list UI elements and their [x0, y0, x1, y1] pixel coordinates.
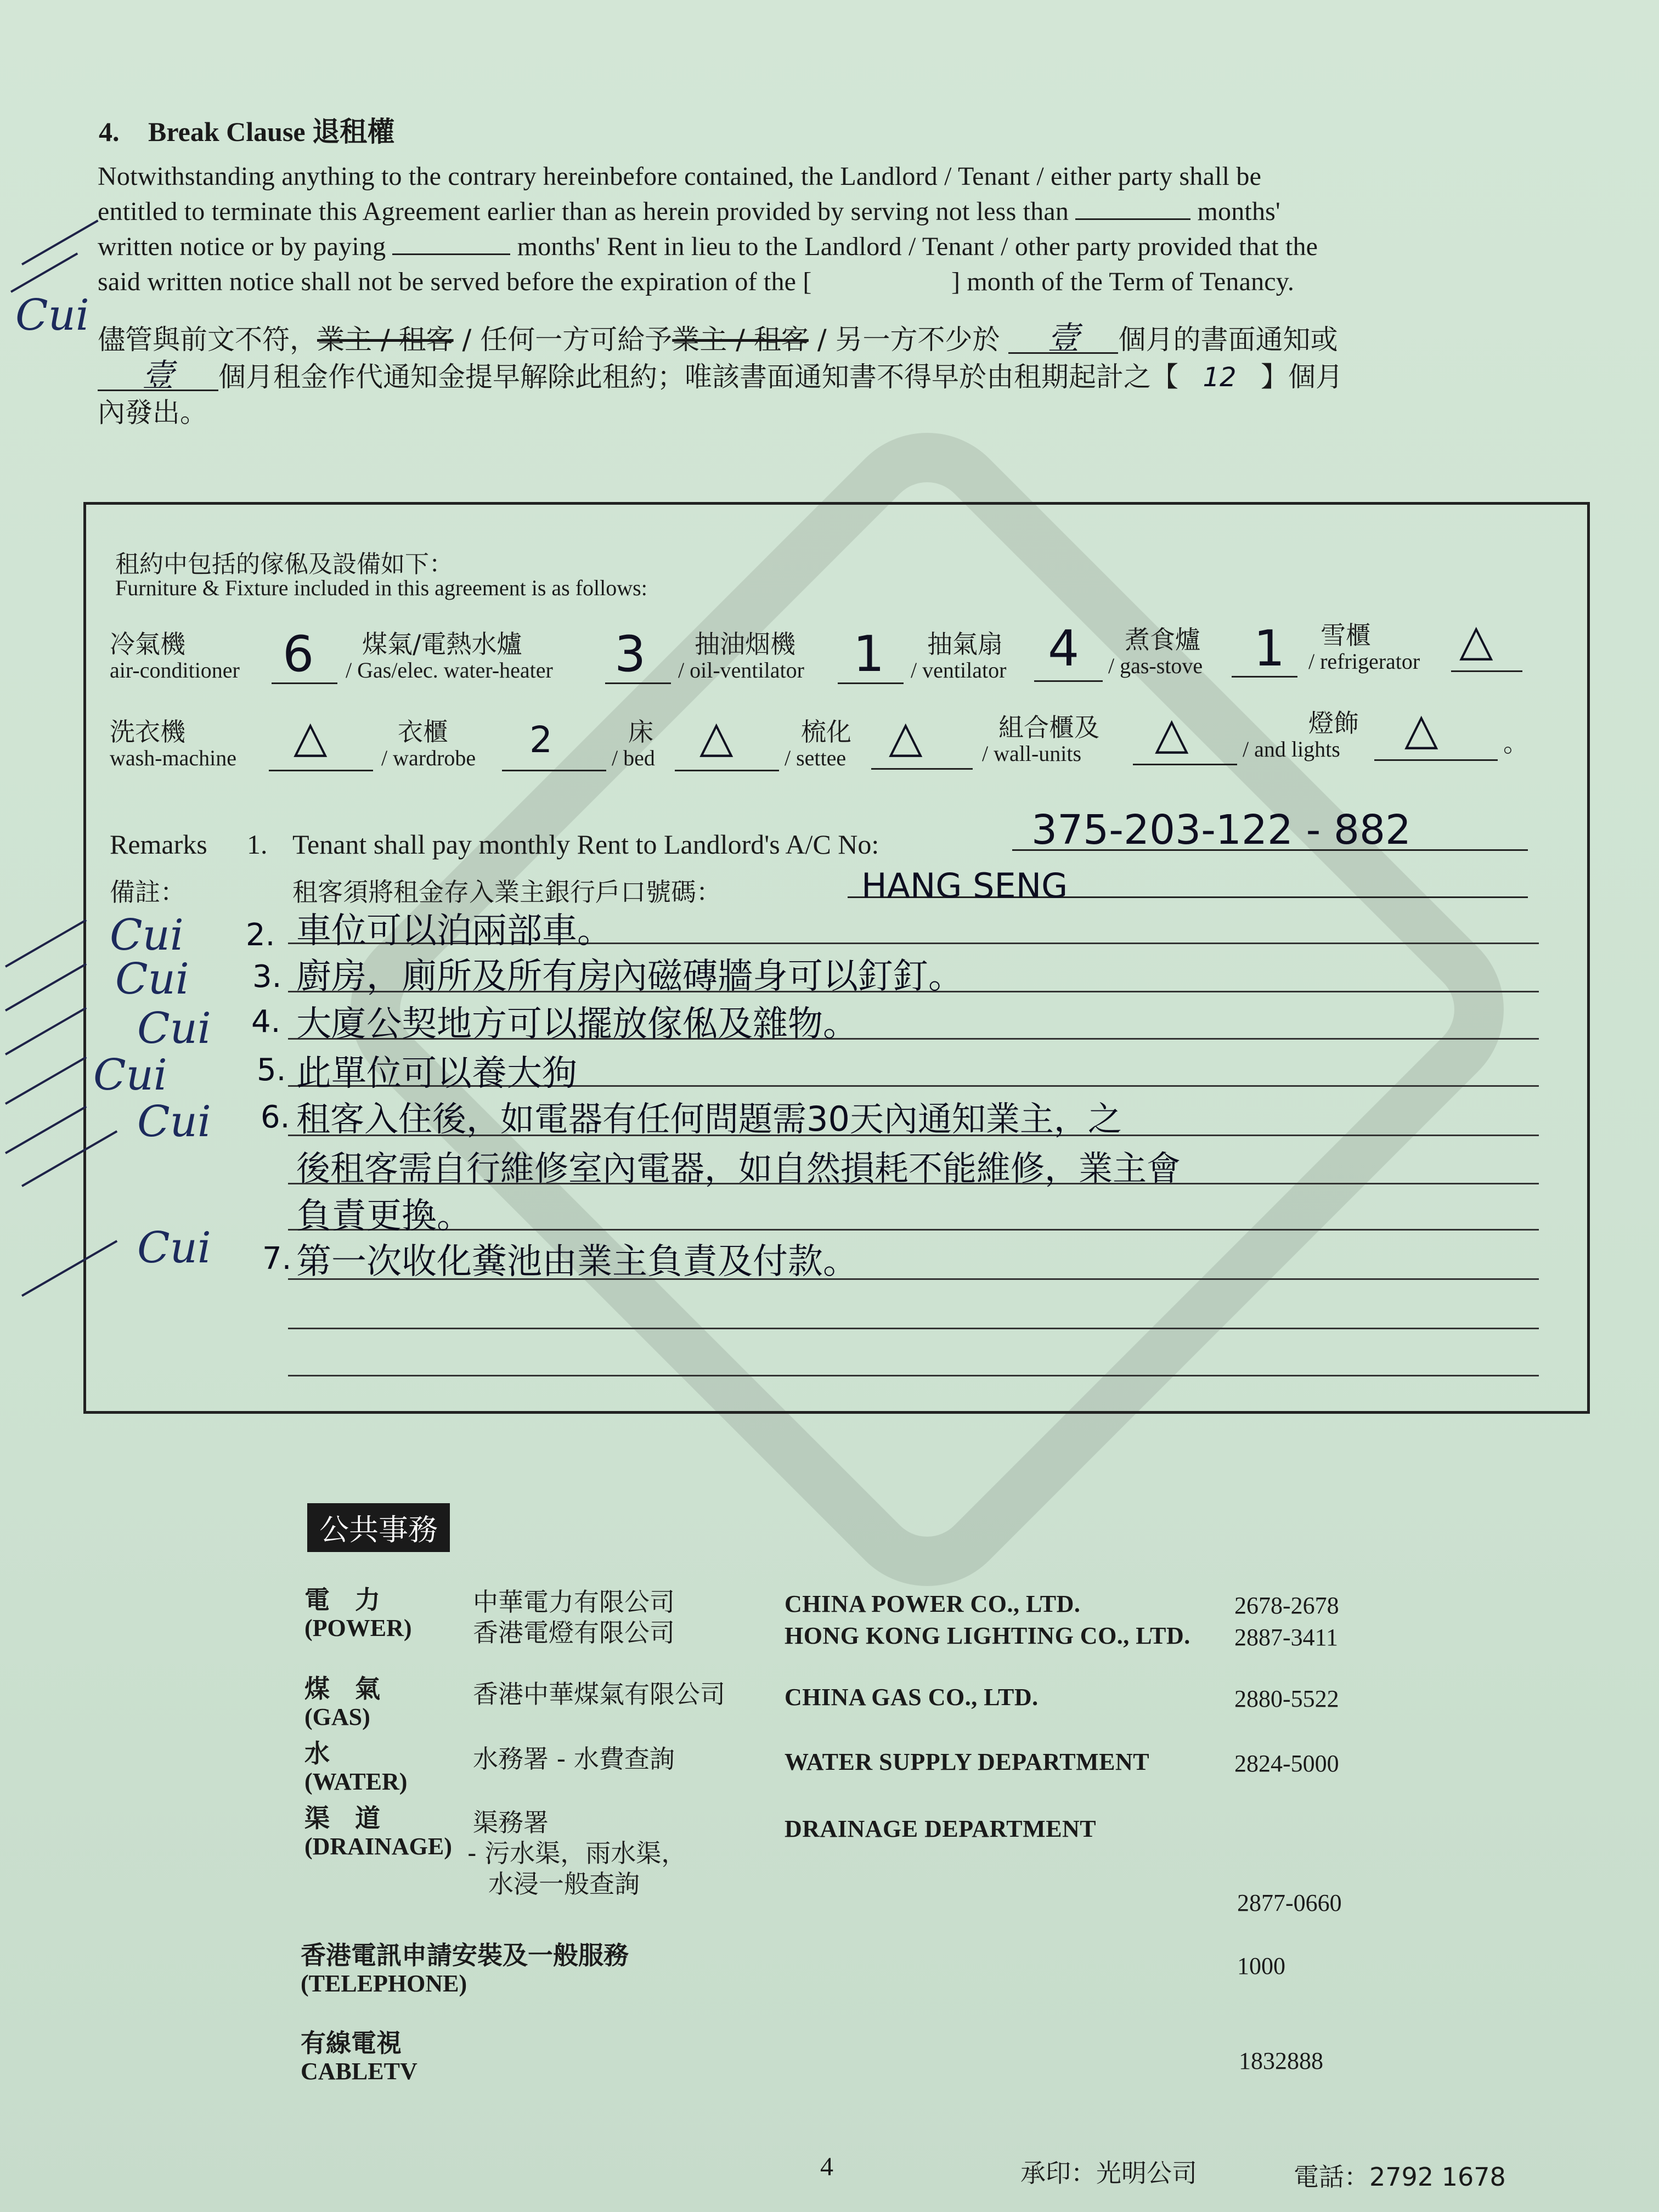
margin-tick-mark — [5, 1007, 87, 1055]
item-label-zh: 梳化 — [801, 717, 851, 747]
utility-names-en-water: WATER SUPPLY DEPARTMENT — [785, 1748, 1150, 1775]
settee-value: △ — [889, 711, 923, 762]
item-label-en: / wall-units — [982, 741, 1082, 766]
clause-zh-line-2 — [98, 357, 1562, 396]
margin-initials: Cui — [137, 1004, 211, 1053]
struck-landlord-tenant-1: 業主 / 租客 — [317, 324, 454, 356]
item-label-zh: 抽油烟機 — [695, 629, 795, 659]
clause-en-line-2-text: entitled to terminate this Agreement earlier than as herein provided by serving not less than — [98, 197, 1069, 226]
margin-initials: Cui — [15, 291, 89, 340]
item-label-en: / wardrobe — [381, 746, 476, 770]
ruled-line — [288, 1375, 1539, 1376]
notice-months-fill: 壹 — [1008, 319, 1118, 354]
utility-phones-drainage: 2877-0660 — [1237, 1889, 1342, 1916]
remark-1-text-zh: 租客須將租金存入業主銀行戶口號碼： — [292, 877, 721, 907]
utility-name-zh: 水浸一般查詢 — [488, 1869, 640, 1899]
fill-line — [502, 770, 606, 771]
item-label-zh: 床 — [628, 717, 653, 747]
page-number: 4 — [820, 2152, 833, 2181]
clause-zh-text-c: / 另一方不少於 — [808, 324, 1000, 356]
margin-tick-mark — [5, 1105, 87, 1154]
struck-landlord-tenant-2: 業主 / 租客 — [672, 324, 809, 356]
remark-6-number: 6. — [261, 1099, 290, 1135]
utility-label-en: (POWER) — [304, 1615, 412, 1641]
remarks-label-en: Remarks — [110, 829, 207, 860]
remark-6-text-line-2: 後租客需自行維修室內電器，如自然損耗不能維修，業主會 — [296, 1148, 1181, 1188]
item-settee — [785, 718, 851, 770]
account-number: 375-203-122 - 882 — [1031, 806, 1412, 854]
item-label-en: wash-machine — [110, 746, 237, 770]
ruled-line — [288, 1328, 1539, 1329]
item-wall-units — [982, 713, 1099, 766]
utility-phones-water: 2824-5000 — [1234, 1750, 1339, 1777]
remark-1-number: 1. — [247, 829, 268, 860]
utility-phones-cabletv: 1832888 — [1239, 2047, 1323, 2074]
remark-5-number: 5. — [257, 1052, 286, 1088]
utility-label-telephone — [301, 1941, 629, 1998]
ruled-line — [288, 1229, 1539, 1231]
fill-line — [871, 768, 973, 770]
printer-phone: 電話：2792 1678 — [1294, 2162, 1506, 2192]
item-wardrobe — [381, 718, 476, 770]
clause-heading — [99, 110, 394, 149]
clause-en-line-2-tail: months' — [1197, 197, 1280, 226]
utility-label-drainage — [304, 1804, 452, 1861]
utility-label-en: (WATER) — [304, 1768, 408, 1795]
rent-months-fill: 壹 — [98, 357, 218, 391]
item-label-zh: 燈飾 — [1308, 708, 1359, 738]
clause-zh-text-d: 個月的書面通知或 — [1118, 324, 1338, 356]
utility-label-zh: 渠 道 — [304, 1803, 380, 1833]
fill-line — [1374, 759, 1498, 761]
utility-label-power — [304, 1585, 412, 1643]
item-label-en: / Gas/elec. water-heater — [346, 658, 553, 682]
utility-label-zh: 有線電視 — [301, 2028, 402, 2058]
item-label-en: air-conditioner — [110, 658, 240, 682]
margin-initials: Cui — [137, 1097, 211, 1147]
item-label-en: / settee — [785, 746, 847, 770]
utility-label-gas — [304, 1674, 380, 1731]
clause-en-line-3-text: written notice or by paying — [98, 232, 386, 261]
clause-en-line-3 — [98, 229, 1562, 264]
item-label-zh: 抽氣扇 — [927, 629, 1003, 659]
utility-label-en: CABLETV — [301, 2058, 417, 2085]
item-label-zh: 衣櫃 — [398, 717, 448, 747]
margin-tick-mark — [5, 919, 87, 967]
wardrobe-value: 2 — [529, 719, 552, 761]
remark-3-number: 3. — [252, 959, 282, 995]
lights-value: △ — [1404, 703, 1438, 754]
utility-phones-gas: 2880-5522 — [1234, 1685, 1339, 1712]
fill-line — [1133, 764, 1237, 765]
margin-initials: Cui — [137, 1223, 211, 1273]
clause-en-line-4 — [98, 264, 1562, 300]
utility-label-zh: 電 力 — [304, 1585, 380, 1615]
item-bed — [612, 718, 655, 770]
utility-phone: 2887-3411 — [1234, 1624, 1339, 1651]
item-gas-stove — [1108, 625, 1203, 678]
clause-zh-text-f: 】個月 — [1261, 361, 1343, 393]
utility-name-en: HONG KONG LIGHTING CO., LTD. — [785, 1622, 1190, 1649]
remark-7-number: 7. — [262, 1241, 292, 1277]
bed-value: △ — [699, 711, 733, 762]
utility-label-zh: 水 — [304, 1739, 330, 1768]
bank-name: HANG SENG — [861, 866, 1068, 906]
row-end-mark: 。 — [1503, 729, 1528, 757]
clause-number: 4. — [99, 116, 120, 147]
furniture-title-zh: 租約中包括的傢俬及設備如下： — [115, 550, 453, 578]
ventilator-value: 4 — [1048, 620, 1080, 678]
item-ventilator — [911, 630, 1006, 682]
month-fill: 12 — [1203, 362, 1237, 393]
utility-label-zh: 煤 氣 — [304, 1674, 380, 1703]
remark-2-number: 2. — [246, 917, 275, 953]
utility-label-en: (GAS) — [304, 1703, 370, 1730]
utility-phones-telephone: 1000 — [1237, 1953, 1285, 1979]
clause-en-line-2 — [98, 194, 1562, 229]
clause-en-line-4-text: said written notice shall not be served before the expiration of the [ — [98, 267, 812, 296]
utility-name-zh: - 污水渠，雨水渠， — [467, 1838, 687, 1868]
item-label-en: / and lights — [1243, 737, 1340, 761]
wall-units-value: △ — [1155, 708, 1189, 759]
remark-6-text-line-3: 負責更換。 — [296, 1196, 472, 1237]
clause-zh-line-1 — [98, 319, 1562, 358]
utility-name-zh: 香港電燈有限公司 — [473, 1618, 675, 1647]
item-label-en: / ventilator — [911, 658, 1007, 682]
fill-line — [1034, 680, 1103, 682]
utility-name-en: CHINA POWER CO., LTD. — [785, 1590, 1081, 1617]
utility-names-en-drainage: DRAINAGE DEPARTMENT — [785, 1815, 1097, 1842]
item-oil-ventilator — [678, 630, 804, 682]
notice-months-blank — [1075, 196, 1190, 220]
remark-6-text-line-1: 租客入住後，如電器有任何問題需30天內通知業主，之 — [296, 1099, 1122, 1139]
item-wash-machine — [110, 718, 236, 770]
clause-title-zh: 退租權 — [312, 116, 395, 148]
furniture-title-en: Furniture & Fixture included in this agreement is as follows: — [115, 575, 647, 600]
remark-1-text: Tenant shall pay monthly Rent to Landlord's A/C No: — [292, 829, 879, 860]
margin-tick-mark — [5, 1056, 87, 1104]
clause-en-line-3-tail: months' Rent in lieu to the Landlord / Tenant / other party provided that the — [517, 232, 1318, 261]
oil-ventilator-value: 1 — [853, 625, 885, 683]
utility-names-en-power — [785, 1588, 1190, 1652]
clause-title-en: Break Clause — [148, 116, 306, 147]
margin-initials: Cui — [110, 911, 184, 960]
item-label-zh: 組合櫃及 — [998, 713, 1099, 742]
rent-months-blank — [392, 232, 510, 255]
item-label-zh: 雪櫃 — [1321, 620, 1371, 650]
utility-names-en-gas: CHINA GAS CO., LTD. — [785, 1684, 1039, 1711]
air-conditioner-value: 6 — [283, 625, 314, 683]
utility-name-zh: 中華電力有限公司 — [473, 1587, 675, 1617]
utility-names-zh-drainage — [467, 1807, 687, 1899]
gas-stove-value: 1 — [1254, 620, 1285, 678]
utilities-title: 公共事務 — [307, 1503, 450, 1552]
item-label-en: / bed — [612, 746, 655, 770]
item-label-zh: 洗衣機 — [110, 717, 185, 747]
clause-zh-text-e: 個月租金作代通知金提早解除此租約；唯該書面通知書不得早於由租期起計之【 — [218, 361, 1178, 393]
clause-en-line-4-tail: ] month of the Term of Tenancy. — [951, 267, 1295, 296]
remark-4-number: 4. — [251, 1004, 281, 1040]
printer-credit: 承印：光明公司 — [1020, 2158, 1197, 2188]
utility-label-water — [304, 1739, 407, 1796]
utility-names-zh-gas: 香港中華煤氣有限公司 — [473, 1679, 725, 1709]
fill-line — [269, 770, 373, 771]
fill-line — [675, 770, 779, 771]
item-air-conditioner — [110, 630, 240, 682]
margin-tick-mark — [21, 219, 99, 265]
utility-phone: 2678-2678 — [1234, 1592, 1339, 1619]
utility-names-zh-power — [473, 1587, 675, 1648]
remark-4-text: 大廈公契地方可以擺放傢俬及雜物。 — [296, 1004, 858, 1045]
clause-zh-line-3: 內發出。 — [98, 397, 207, 428]
remarks-label-zh: 備註： — [110, 877, 185, 907]
utility-phones-power — [1234, 1590, 1339, 1654]
refrigerator-value: △ — [1459, 614, 1493, 665]
item-label-en: / refrigerator — [1308, 649, 1420, 674]
clause-zh-text-b: / 任何一方可給予 — [453, 324, 673, 356]
item-water-heater — [346, 630, 553, 682]
water-heater-value: 3 — [614, 625, 646, 683]
clause-zh-text-a: 儘管與前文不符， — [98, 324, 317, 356]
fill-line — [1451, 670, 1522, 672]
item-refrigerator — [1308, 621, 1420, 674]
item-lights — [1243, 709, 1359, 761]
utility-names-zh-water: 水務署 - 水費查詢 — [473, 1744, 675, 1774]
margin-initials: Cui — [115, 955, 189, 1004]
item-label-zh: 冷氣機 — [110, 629, 185, 659]
wash-machine-value: △ — [294, 711, 328, 762]
remark-7-text: 第一次收化糞池由業主負責及付款。 — [296, 1242, 858, 1282]
remark-5-text: 此單位可以養大狗 — [296, 1053, 577, 1094]
utility-label-en: (DRAINAGE) — [304, 1833, 452, 1860]
remark-3-text: 廚房，廁所及所有房內磁磚牆身可以釘釘。 — [296, 956, 963, 997]
utility-label-zh: 香港電訊申請安裝及一般服務 — [301, 1940, 629, 1970]
utility-name-zh: 渠務署 — [473, 1808, 549, 1837]
item-label-en: / oil-ventilator — [678, 658, 804, 682]
utility-label-cabletv — [301, 2029, 417, 2086]
utility-label-en: (TELEPHONE) — [301, 1970, 467, 1997]
item-label-zh: 煤氣/電熱水爐 — [362, 629, 522, 659]
clause-en-line-1: Notwithstanding anything to the contrary hereinbefore contained, the Landlord / Tenant / either party shall be — [98, 162, 1262, 191]
margin-tick-mark — [5, 963, 87, 1011]
item-label-zh: 煮食爐 — [1125, 625, 1200, 654]
item-label-en: / gas-stove — [1108, 653, 1203, 678]
remark-2-text: 車位可以泊兩部車。 — [296, 911, 612, 951]
margin-initials: Cui — [93, 1051, 167, 1100]
margin-tick-mark — [10, 252, 78, 292]
